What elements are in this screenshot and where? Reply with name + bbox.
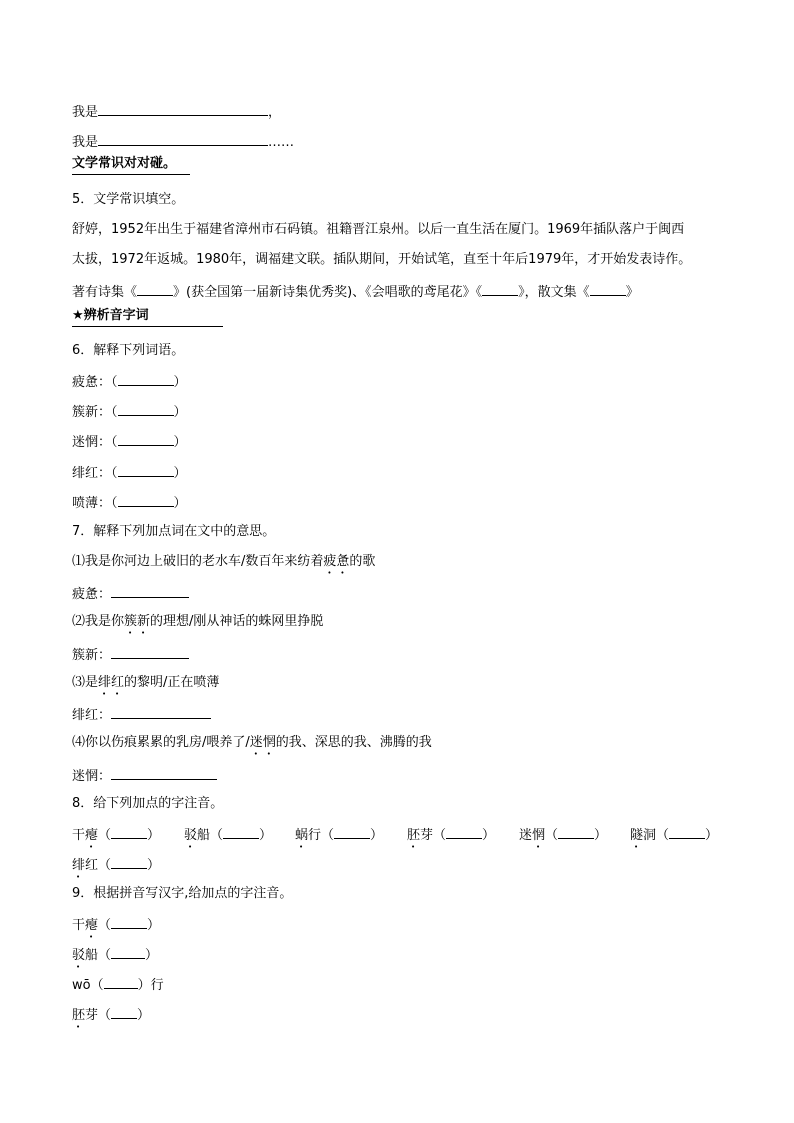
section-heading-literature: 文学常识对对碰。: [72, 155, 190, 175]
question-9-item: 胚芽（ ）: [72, 1005, 150, 1031]
pinyin-item: 迷惘（ ）: [519, 825, 607, 851]
poem-line-suffix: ，: [268, 105, 282, 120]
dotted-char: 隧: [630, 828, 644, 843]
answer-blank[interactable]: [223, 825, 259, 839]
question-5-line-3: 著有诗集《 》(获全国第一届新诗集优秀奖)、《会唱歌的鸢尾花》《 》，散文集《 》: [72, 282, 639, 302]
answer-blank[interactable]: [118, 372, 174, 386]
answer-blank[interactable]: [104, 975, 138, 989]
question-8-row-2: 绯红（ ）: [72, 855, 160, 881]
poem-line-1: [72, 101, 281, 122]
answer-blank[interactable]: [111, 825, 147, 839]
answer-blank[interactable]: [111, 644, 189, 659]
question-6-title: 6．解释下列词语。: [72, 343, 185, 358]
question-5-line-2: 太拔，1972年返城。1980年，调福建文联。插队期间，开始试笔，直至十年后1979年，才开始发表诗作。: [72, 252, 692, 267]
answer-blank[interactable]: [669, 825, 705, 839]
answer-blank[interactable]: [111, 583, 189, 598]
answer-blank[interactable]: [482, 282, 518, 296]
question-6-item: 喷薄：（ ）: [72, 493, 187, 513]
answer-blank[interactable]: [111, 945, 145, 959]
question-5-line-1: 舒婷，1952年出生于福建省漳州市石码镇。祖籍晋江泉州。以后一直生活在厦门。1969年插队落户于闽西: [72, 222, 685, 237]
poem-line-prefix: 我是: [72, 135, 99, 150]
answer-blank[interactable]: [118, 402, 174, 416]
pinyin-item: 胚芽（ ）: [407, 825, 495, 851]
answer-blank[interactable]: [111, 704, 211, 719]
pinyin-item: 蜗行（ ）: [295, 825, 383, 851]
question-5-title: 5．文学常识填空。: [72, 192, 185, 207]
dotted-word: 迷惘: [249, 735, 276, 750]
dotted-char: 绯: [72, 858, 86, 873]
answer-blank[interactable]: [111, 765, 217, 780]
poem-line-2: [72, 131, 294, 152]
question-7-sentence: ⑶是绯红的黎明/正在喷薄: [72, 675, 220, 690]
answer-blank[interactable]: [118, 493, 174, 507]
question-7-answer: 疲惫：: [72, 583, 189, 604]
dotted-char: 驳: [184, 828, 198, 843]
question-9-title: 9．根据拼音写汉字,给加点的字注音。: [72, 886, 293, 901]
question-7-answer: 簇新：: [72, 644, 189, 665]
question-6-item: 疲惫：（ ）: [72, 372, 187, 392]
dotted-char: 蜗: [295, 828, 309, 843]
question-6-item: 绯红：（ ）: [72, 463, 187, 483]
question-7-sentence: ⑴我是你河边上破旧的老水车/数百年来纺着疲惫的歌: [72, 554, 376, 569]
answer-blank[interactable]: [111, 1005, 137, 1019]
pinyin-item: 隧洞（ ）: [630, 825, 718, 851]
dotted-char: 胚: [72, 1008, 86, 1023]
answer-blank[interactable]: [111, 855, 147, 869]
question-9-item: wō（ ）行: [72, 975, 164, 995]
pinyin-item: 干瘪（ ）: [72, 825, 160, 851]
question-8-title: 8．给下列加点的字注音。: [72, 796, 224, 811]
answer-blank[interactable]: [111, 915, 147, 929]
dotted-word: 疲惫: [323, 554, 350, 569]
answer-blank[interactable]: [137, 282, 173, 296]
poem-line-prefix: 我是: [72, 105, 99, 120]
dotted-char: 瘪: [85, 828, 99, 843]
question-7-answer: 迷惘：: [72, 765, 217, 786]
dotted-char: 惘: [532, 828, 546, 843]
answer-blank[interactable]: [590, 282, 626, 296]
question-7-sentence: ⑵我是你簇新的理想/刚从神话的蛛网里挣脱: [72, 614, 324, 629]
dotted-char: 瘪: [85, 918, 99, 933]
question-9-item: 干瘪（ ）: [72, 915, 160, 941]
answer-blank[interactable]: [118, 463, 174, 477]
dotted-word: 绯红: [98, 675, 125, 690]
dotted-char: 驳: [72, 948, 86, 963]
dotted-char: 胚: [407, 828, 421, 843]
answer-blank[interactable]: [558, 825, 594, 839]
poem-line-suffix: ……: [268, 135, 295, 150]
question-9-item: 驳船（ ）: [72, 945, 158, 971]
section-heading-pronunciation: ★辨析音字词: [72, 307, 223, 327]
question-6-item: 迷惘：（ ）: [72, 432, 187, 452]
answer-blank[interactable]: [334, 825, 370, 839]
answer-blank[interactable]: [98, 131, 268, 146]
answer-blank[interactable]: [98, 101, 268, 116]
question-7-title: 7．解释下列加点词在文中的意思。: [72, 524, 276, 539]
answer-blank[interactable]: [446, 825, 482, 839]
dotted-word: 簇新: [124, 614, 151, 629]
question-7-answer: 绯红：: [72, 704, 211, 725]
pinyin-item: 驳船（ ）: [184, 825, 272, 851]
question-6-item: 簇新：（ ）: [72, 402, 187, 422]
question-7-sentence: ⑷你以伤痕累累的乳房/喂养了/迷惘的我、深思的我、沸腾的我: [72, 735, 432, 750]
answer-blank[interactable]: [118, 432, 174, 446]
